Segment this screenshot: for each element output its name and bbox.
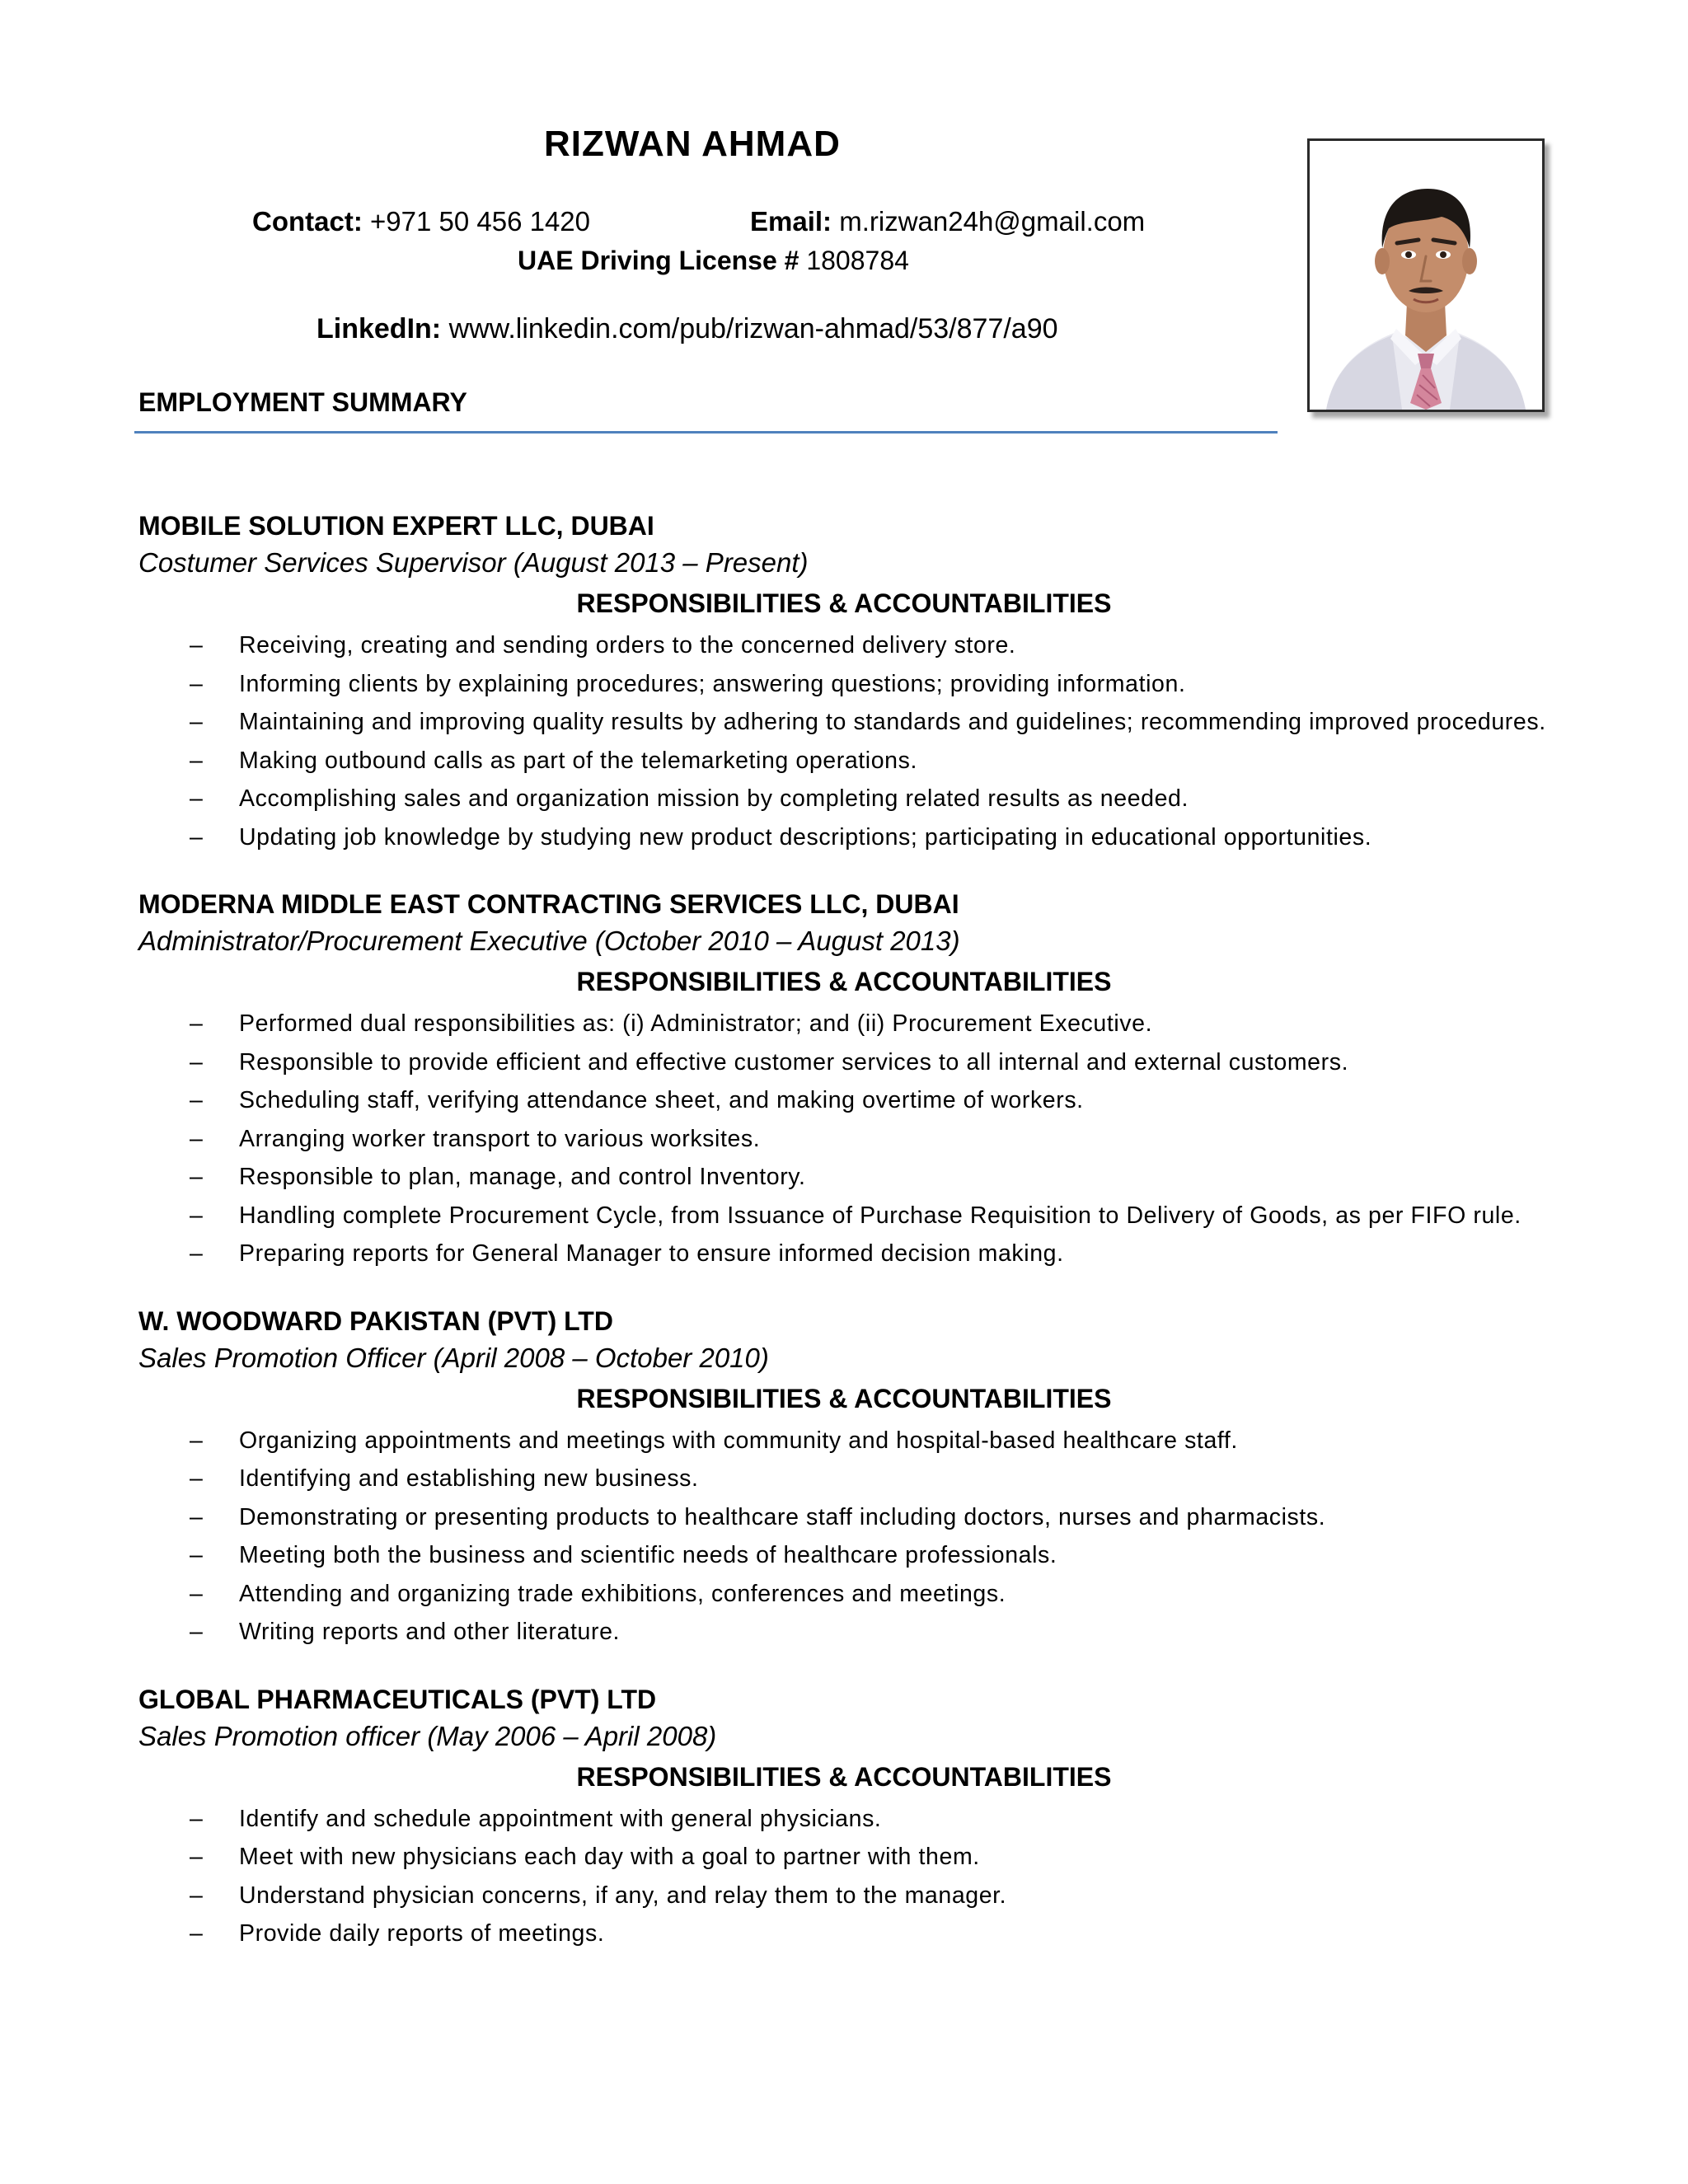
duty-text: Scheduling staff, verifying attendance sheet, and making overtime of workers. — [239, 1087, 1084, 1113]
duty-item — [138, 1460, 1550, 1498]
dash-bullet: – — [190, 1465, 204, 1492]
duty-text: Maintaining and improving quality results by adhering to standards and guidelines; recommending improved procedures. — [239, 709, 1546, 735]
job-entry — [138, 1303, 1550, 1652]
dash-bullet: – — [190, 632, 204, 658]
linkedin-value: www.linkedin.com/pub/rizwan-ahmad/53/877/a90 — [448, 313, 1058, 344]
duty-item — [138, 1613, 1550, 1652]
dash-bullet: – — [190, 1048, 204, 1076]
company-name: GLOBAL PHARMACEUTICALS (PVT) LTD — [138, 1684, 657, 1714]
contact-email — [750, 206, 1145, 237]
dash-bullet: – — [190, 1087, 204, 1113]
duty-item — [138, 703, 1550, 742]
duty-text: Handling complete Procurement Cycle, from Issuance of Purchase Requisition to Delivery of Goods, as per FIFO rule. — [239, 1202, 1522, 1229]
license-value: 1808784 — [806, 246, 909, 275]
linkedin — [316, 313, 1058, 345]
duty-text: Meet with new physicians each day with a goal to partner with them. — [239, 1844, 980, 1870]
duty-item — [138, 1838, 1550, 1877]
job-entry — [138, 886, 1550, 1273]
dash-bullet: – — [190, 823, 204, 851]
duty-item — [138, 1043, 1550, 1082]
duty-item — [138, 1800, 1550, 1839]
contact-phone — [252, 206, 590, 237]
duty-item — [138, 626, 1550, 665]
duty-text: Arranging worker transport to various worksites. — [239, 1125, 761, 1152]
duty-item — [138, 1915, 1550, 1953]
company-name: MODERNA MIDDLE EAST CONTRACTING SERVICES LLC, DUBAI — [138, 889, 959, 919]
duty-text: Informing clients by explaining procedures; answering questions; providing information. — [239, 670, 1186, 697]
duty-list — [138, 1005, 1550, 1273]
duty-text: Demonstrating or presenting products to healthcare staff including doctors, nurses and pharmacists. — [239, 1503, 1326, 1530]
email-label: Email: — [750, 206, 832, 237]
dash-bullet: – — [190, 1580, 204, 1607]
company-name: W. WOODWARD PAKISTAN (PVT) LTD — [138, 1305, 613, 1336]
dash-bullet: – — [190, 747, 204, 774]
job-entry — [138, 1681, 1550, 1953]
responsibilities-heading: RESPONSIBILITIES & ACCOUNTABILITIES — [576, 588, 1112, 618]
dash-bullet: – — [190, 1920, 204, 1947]
dash-bullet: – — [190, 709, 204, 735]
candidate-name: RIZWAN AHMAD — [544, 124, 841, 164]
duty-text: Provide daily reports of meetings. — [239, 1920, 605, 1947]
dash-bullet: – — [190, 1164, 204, 1190]
duty-item — [138, 1158, 1550, 1197]
job-role: Administrator/Procurement Executive (October 2010 – August 2013) — [138, 926, 960, 956]
duty-text: Making outbound calls as part of the telemarketing operations. — [239, 747, 917, 774]
job-role: Sales Promotion Officer (April 2008 – October 2010) — [138, 1342, 769, 1373]
duty-text: Responsible to plan, manage, and control Inventory. — [239, 1164, 806, 1190]
dash-bullet: – — [190, 1125, 204, 1152]
duty-item — [138, 742, 1550, 780]
section-divider — [134, 431, 1278, 434]
driving-license — [518, 246, 909, 276]
duty-text: Preparing reports for General Manager to ensure informed decision making. — [239, 1240, 1064, 1267]
job-role: Costumer Services Supervisor (August 2013 – Present) — [138, 547, 809, 578]
duty-item — [138, 1575, 1550, 1614]
dash-bullet: – — [190, 1503, 204, 1530]
duty-text: Updating job knowledge by studying new product descriptions; participating in educational opportunities. — [239, 823, 1372, 851]
duty-text: Responsible to provide efficient and effective customer services to all internal and external customers. — [239, 1048, 1349, 1076]
duty-list — [138, 626, 1550, 856]
dash-bullet: – — [190, 1882, 204, 1909]
contact-label: Contact: — [252, 206, 363, 237]
duty-item — [138, 1081, 1550, 1120]
duty-text: Understand physician concerns, if any, and relay them to the manager. — [239, 1882, 1007, 1909]
duty-text: Receiving, creating and sending orders to the concerned delivery store. — [239, 632, 1016, 658]
job-entry — [138, 508, 1550, 856]
duty-item — [138, 1120, 1550, 1159]
duty-item — [138, 665, 1550, 704]
duty-item — [138, 818, 1550, 857]
duty-item — [138, 1197, 1550, 1235]
duty-item — [138, 1235, 1550, 1273]
dash-bullet: – — [190, 1805, 204, 1832]
duty-item — [138, 780, 1550, 818]
duty-text: Writing reports and other literature. — [239, 1619, 621, 1645]
responsibilities-heading: RESPONSIBILITIES & ACCOUNTABILITIES — [576, 967, 1112, 996]
duty-text: Accomplishing sales and organization mission by completing related results as needed. — [239, 785, 1189, 812]
duty-text: Organizing appointments and meetings with community and hospital-based healthcare staff. — [239, 1427, 1238, 1454]
profile-photo-illustration — [1310, 141, 1542, 410]
job-role: Sales Promotion officer (May 2006 – April 2008) — [138, 1720, 717, 1751]
dash-bullet: – — [190, 785, 204, 812]
duty-text: Identify and schedule appointment with general physicians. — [239, 1805, 882, 1832]
dash-bullet: – — [190, 1240, 204, 1267]
duty-item — [138, 1005, 1550, 1043]
dash-bullet: – — [190, 1844, 204, 1870]
dash-bullet: – — [190, 670, 204, 697]
dash-bullet: – — [190, 1427, 204, 1454]
duty-text: Attending and organizing trade exhibitions, conferences and meetings. — [239, 1580, 1006, 1607]
dash-bullet: – — [190, 1619, 204, 1645]
dash-bullet: – — [190, 1542, 204, 1568]
contact-value: +971 50 456 1420 — [370, 206, 591, 237]
responsibilities-heading: RESPONSIBILITIES & ACCOUNTABILITIES — [576, 1383, 1112, 1413]
duty-item — [138, 1498, 1550, 1537]
license-label: UAE Driving License # — [518, 246, 799, 275]
duty-text: Performed dual responsibilities as: (i) Administrator; and (ii) Procurement Executive. — [239, 1010, 1153, 1037]
duty-list — [138, 1800, 1550, 1953]
dash-bullet: – — [190, 1202, 204, 1229]
employment-list — [138, 508, 1550, 1983]
responsibilities-heading: RESPONSIBILITIES & ACCOUNTABILITIES — [576, 1761, 1112, 1792]
duty-item — [138, 1422, 1550, 1460]
linkedin-label: LinkedIn: — [316, 313, 442, 344]
dash-bullet: – — [190, 1010, 204, 1037]
profile-photo — [1307, 138, 1545, 412]
email-value: m.rizwan24h@gmail.com — [839, 206, 1146, 237]
duty-item — [138, 1877, 1550, 1915]
employment-summary-heading: EMPLOYMENT SUMMARY — [138, 387, 467, 417]
company-name: MOBILE SOLUTION EXPERT LLC, DUBAI — [138, 511, 654, 541]
duty-list — [138, 1422, 1550, 1652]
duty-text: Identifying and establishing new business. — [239, 1465, 699, 1492]
duty-text: Meeting both the business and scientific needs of healthcare professionals. — [239, 1542, 1057, 1568]
duty-item — [138, 1536, 1550, 1575]
